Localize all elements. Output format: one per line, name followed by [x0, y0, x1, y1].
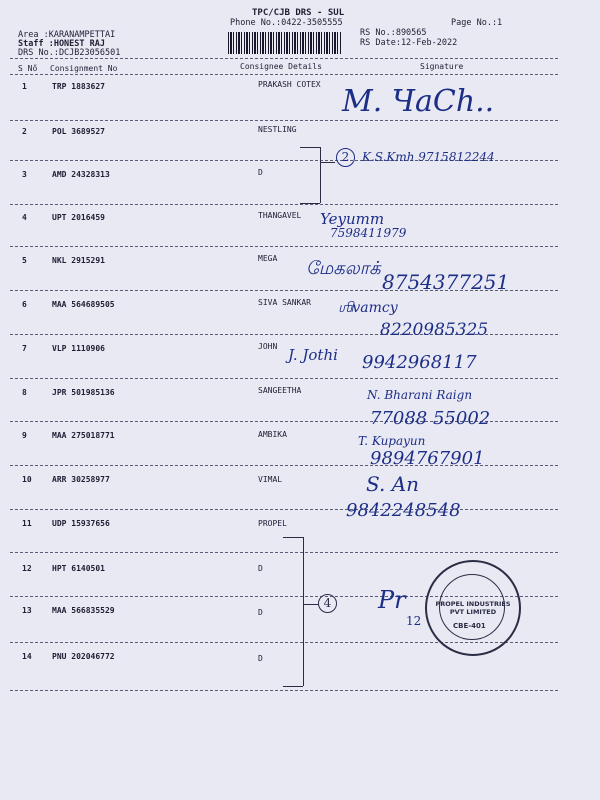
- signature-row-1: M. ЧаCh..: [342, 84, 495, 119]
- phone-row-7: 9942968117: [362, 352, 477, 373]
- row-sno: 4: [22, 213, 27, 222]
- phone-row-6: 8220985325: [380, 320, 489, 340]
- document-title: TPC/CJB DRS - SUL: [252, 8, 345, 18]
- divider: [10, 378, 558, 379]
- row-sno: 10: [22, 475, 32, 484]
- divider: [10, 120, 558, 121]
- divider: [10, 246, 558, 247]
- phone-row-8: 77088 55002: [370, 408, 491, 429]
- divider: [10, 690, 558, 691]
- row-sno: 6: [22, 300, 27, 309]
- phone-row-9: 9894767901: [370, 448, 485, 469]
- row-consignee: AMBIKA: [258, 430, 287, 439]
- row-consignee: D: [258, 564, 263, 573]
- row-consignee: JOHN: [258, 342, 278, 351]
- row-consignment: HPT 6140501: [52, 564, 105, 573]
- rs-number: RS No.:890565: [360, 28, 427, 38]
- signature-row-7: J. Jothi: [288, 346, 338, 364]
- circled-count-2: 2: [336, 148, 355, 167]
- row-sno: 12: [22, 564, 32, 573]
- phone-row-5: 8754377251: [382, 270, 510, 294]
- row-sno: 9: [22, 431, 27, 440]
- row-consignment: UDP 15937656: [52, 519, 110, 528]
- row-consignee: THANGAVEL: [258, 211, 302, 220]
- row-sno: 1: [22, 82, 27, 91]
- row-consignment: VLP 1110906: [52, 344, 105, 353]
- phone-row-4: 7598411979: [330, 226, 407, 240]
- row-consignment: MAA 275018771: [52, 431, 115, 440]
- rs-date: RS Date:12-Feb-2022: [360, 38, 458, 48]
- row-consignee: VIMAL: [258, 475, 283, 484]
- row-sno: 3: [22, 170, 27, 179]
- row-sno: 14: [22, 652, 32, 661]
- signature-row-8: N. Bharani Raign: [367, 388, 473, 402]
- staff-label: Staff :HONEST RAJ: [18, 39, 105, 49]
- row-consignee: D: [258, 654, 263, 663]
- column-consignee: Consignee Details: [240, 62, 322, 71]
- divider: [10, 58, 558, 59]
- drs-number: DRS No.:DCJB23056501: [18, 48, 121, 58]
- phone-number: Phone No.:0422-3505555: [230, 18, 343, 28]
- row-sno: 8: [22, 388, 27, 397]
- signature-row-2: K.S.Kmh 9715812244: [362, 150, 495, 164]
- row-consignment: AMD 24328313: [52, 170, 110, 179]
- barcode: [228, 32, 342, 54]
- company-stamp: [425, 560, 521, 656]
- row-sno: 7: [22, 344, 27, 353]
- phone-row-10: 9842248548: [346, 500, 461, 521]
- column-consignment: Consignment No: [50, 64, 118, 73]
- column-signature: Signature: [420, 62, 464, 71]
- row-consignee: MEGA: [258, 254, 278, 263]
- signature-mark-row-13: 12: [406, 614, 422, 628]
- row-sno: 2: [22, 127, 27, 136]
- row-consignment: MAA 566835529: [52, 606, 115, 615]
- signature-row-10: S. An: [366, 472, 420, 496]
- divider: [10, 509, 558, 510]
- row-consignment: POL 3689527: [52, 127, 105, 136]
- row-consignee: D: [258, 168, 263, 177]
- row-consignment: JPR 501985136: [52, 388, 115, 397]
- row-consignment: UPT 2016459: [52, 213, 105, 222]
- row-consignee: SANGEETHA: [258, 386, 302, 395]
- row-consignment: TRP 1883627: [52, 82, 105, 91]
- row-sno: 11: [22, 519, 32, 528]
- stamp-outer-text: PROPEL INDUSTRIES PVT LIMITED: [435, 600, 511, 616]
- signature-row-6: ஶிvamcy: [338, 300, 398, 316]
- signature-row-5: மேகலாக்: [306, 258, 381, 279]
- row-consignee: PRAKASH COTEX: [258, 80, 321, 89]
- page-number: Page No.:1: [451, 18, 503, 28]
- row-sno: 5: [22, 256, 27, 265]
- row-consignee: SIVA SANKAR: [258, 298, 311, 307]
- row-consignment: ARR 30258977: [52, 475, 110, 484]
- signature-row-4: Yeyumm: [320, 210, 385, 228]
- circled-count-4: 4: [318, 594, 337, 613]
- row-consignee: D: [258, 608, 263, 617]
- row-consignment: PNU 202046772: [52, 652, 115, 661]
- row-consignee: PROPEL: [258, 519, 287, 528]
- divider: [10, 204, 558, 205]
- stamp-inner-text: CBE-401: [453, 622, 486, 630]
- signature-row-13: Pr: [378, 586, 406, 614]
- row-consignee: NESTLING: [258, 125, 297, 134]
- row-sno: 13: [22, 606, 32, 615]
- divider: [10, 74, 558, 75]
- column-sno: S Nő: [18, 64, 38, 73]
- row-consignment: MAA 564689505: [52, 300, 115, 309]
- signature-row-9: T. Kupayun: [358, 434, 426, 448]
- area-label: Area :KARANAMPETTAI: [18, 30, 116, 40]
- row-consignment: NKL 2915291: [52, 256, 105, 265]
